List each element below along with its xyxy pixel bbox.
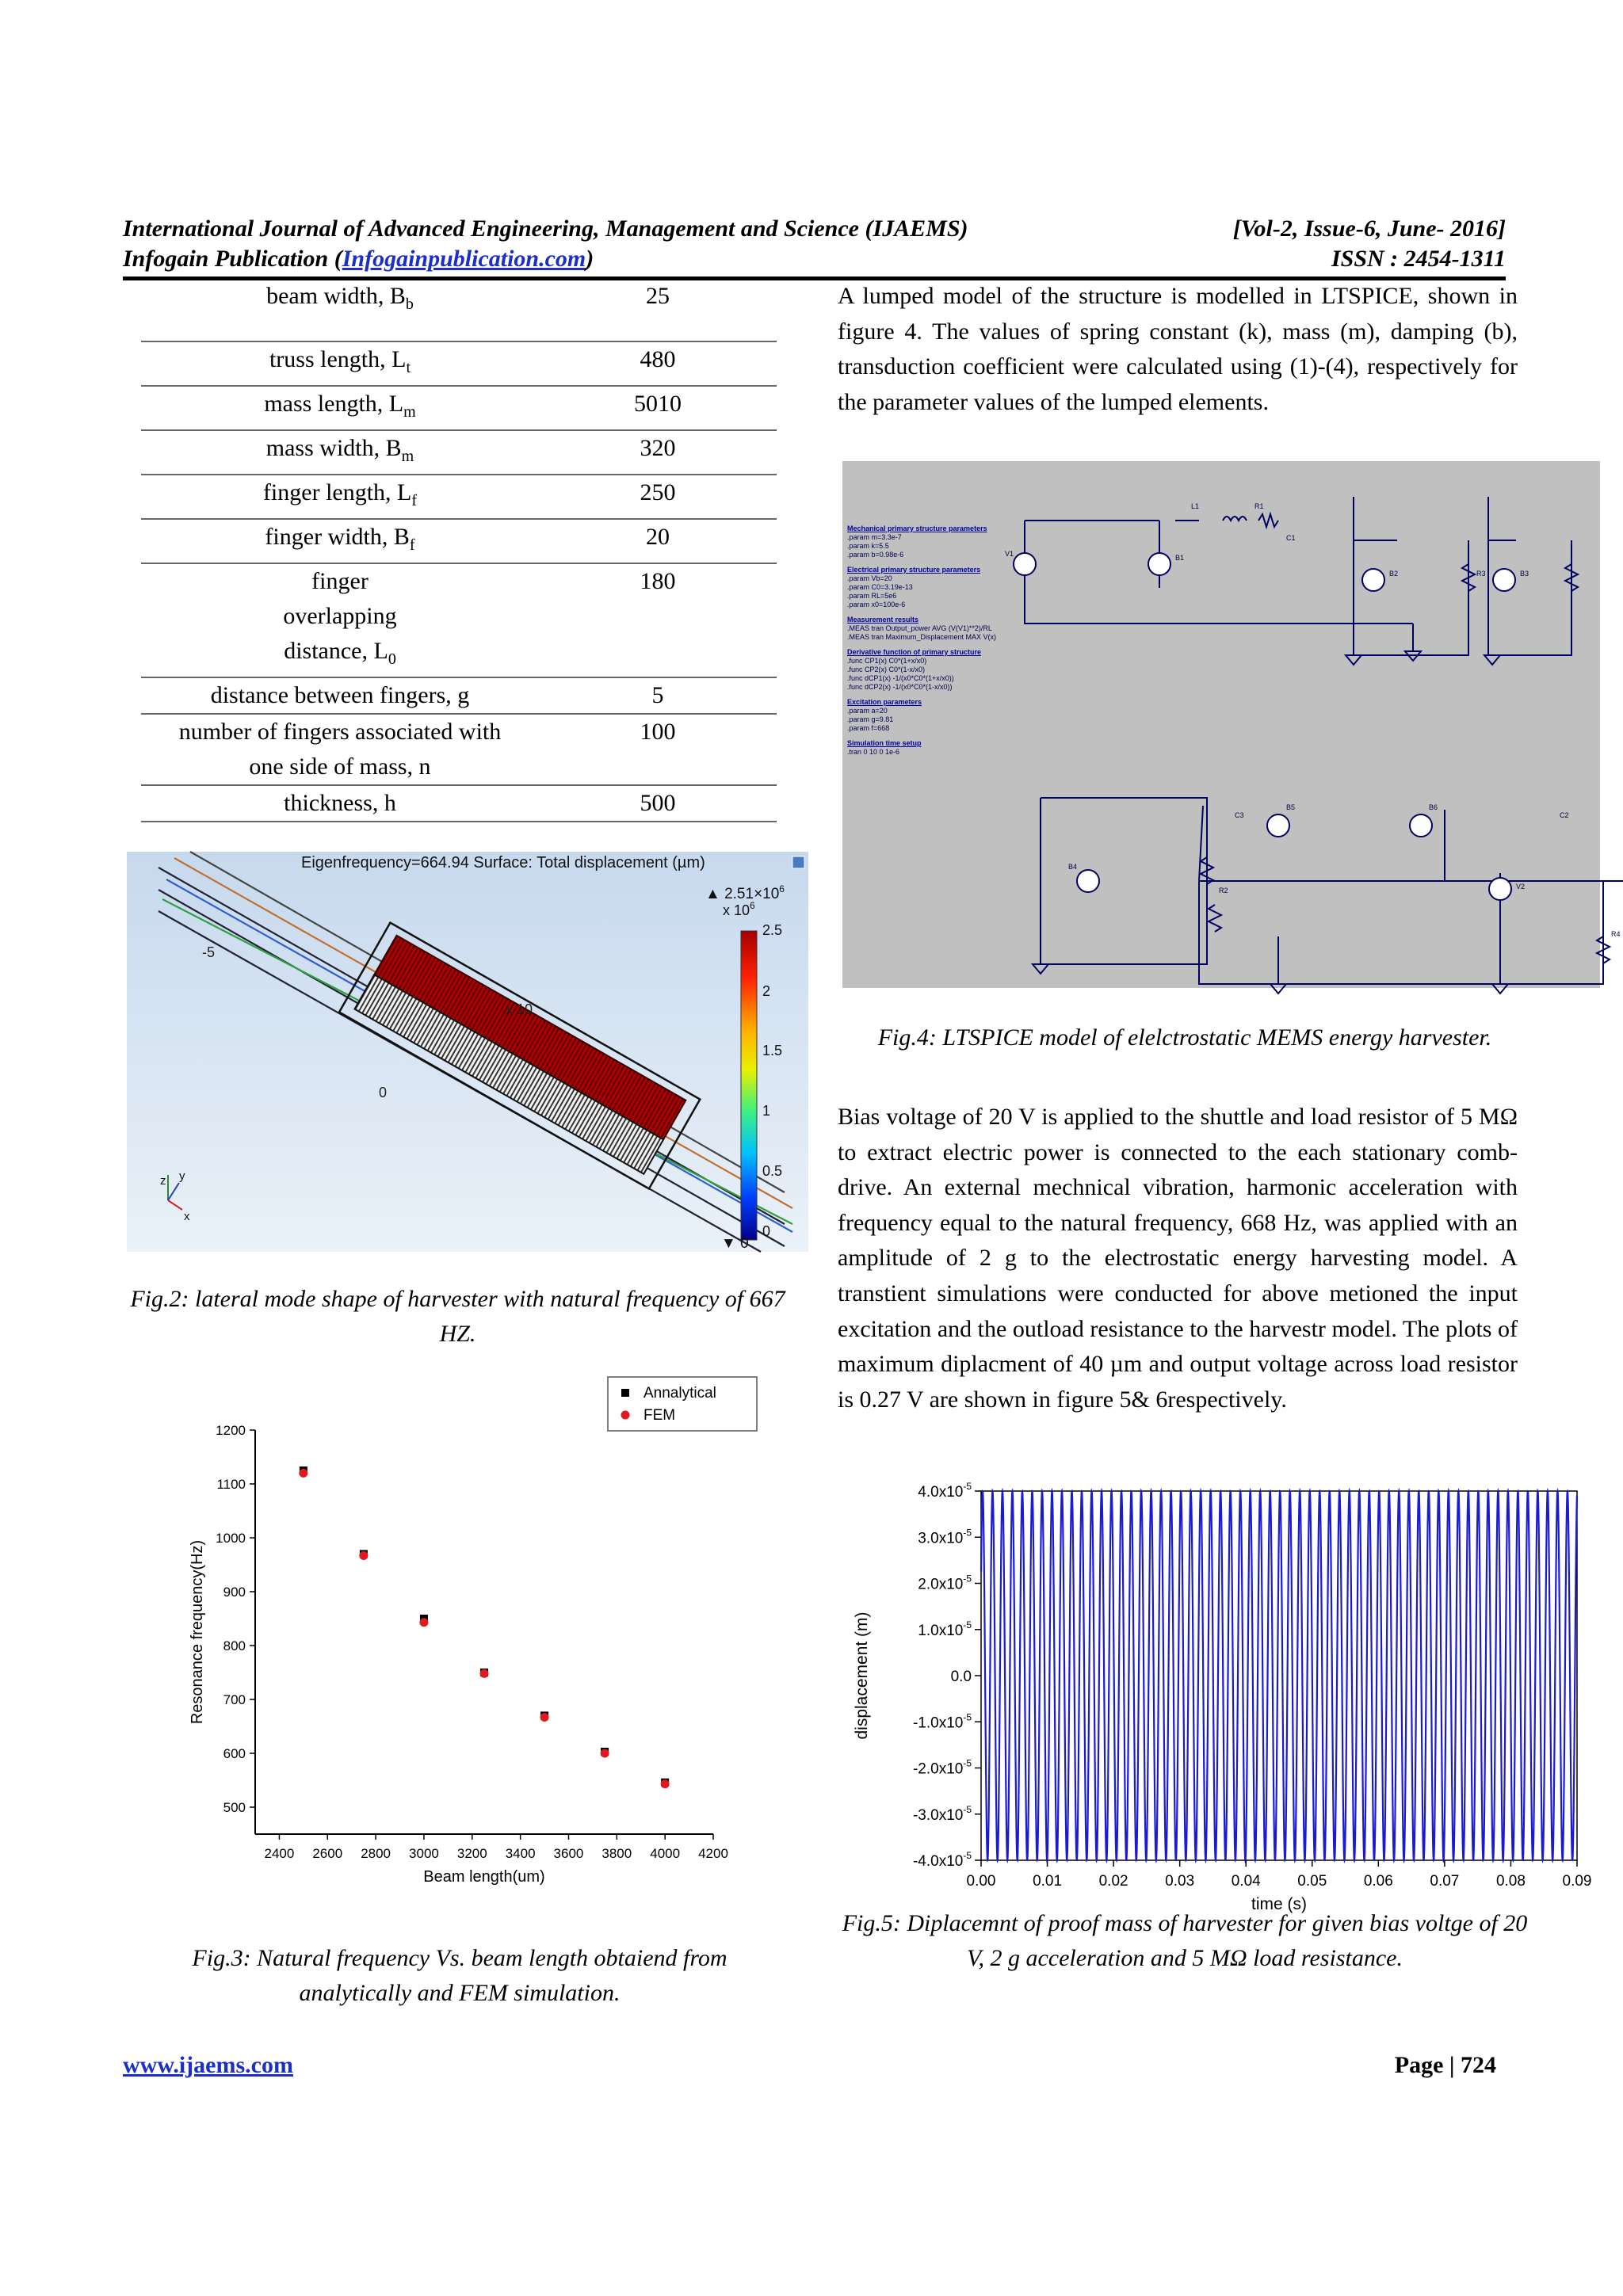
fig4-comp-r3: R3 — [1476, 570, 1486, 578]
fig4-directive-line: .param a=20 — [847, 707, 888, 715]
fig2-min-label: ▼ 0 — [721, 1235, 749, 1252]
parameter-row — [141, 563, 777, 677]
fig2-max-label: ▲ $2.51\times 10^6$ — [705, 883, 785, 902]
fig5-y-label: displacement (m) — [853, 1611, 871, 1740]
parameter-label: finger overlapping distance, L — [283, 568, 397, 664]
fig5-x-tick-label: 0.01 — [1033, 1873, 1063, 1890]
fig2-tick-3: 1 — [762, 1103, 771, 1119]
fig4-directive-line: .tran 0 10 0 1e-6 — [847, 748, 900, 756]
parameter-row — [141, 475, 777, 519]
fig5-y-tick-mantissa: 2.0x10 — [918, 1576, 964, 1593]
parameter-value: 250 — [539, 475, 777, 519]
fig3-legend-label: Annalytical — [643, 1385, 716, 1402]
fig3-legend-marker — [621, 1389, 629, 1397]
fig4-section-title: Measurement results — [847, 616, 919, 624]
parameter-label: finger width, B — [265, 524, 410, 550]
fig4-directive-line: .param f=668 — [847, 724, 890, 732]
parameter-row — [141, 386, 777, 430]
fig2-tick-5: 0 — [762, 1223, 771, 1239]
parameter-subscript: f — [411, 492, 418, 509]
fig3-y-tick-label: 800 — [223, 1638, 246, 1653]
parameter-row — [141, 714, 777, 785]
fig5-displacement-line — [981, 1491, 1577, 1860]
fig4-comp-b5: B5 — [1286, 803, 1296, 811]
fig5-caption: Fig.5: Diplacemnt of proof mass of harvester for given bias voltge of 20 V, 2 g acceleration and 5 MΩ load resistance. — [842, 1910, 1528, 1971]
b1-source — [1148, 553, 1170, 575]
fig5-y-tick-mantissa: -1.0x10 — [912, 1714, 964, 1732]
fig4-directive-line: .func dCP1(x) -1/(x0*C0*(1+x/x0)) — [847, 674, 954, 682]
fig4-directive-line: .param m=3.3e-7 — [847, 533, 902, 541]
parameter-row — [141, 785, 777, 822]
parameter-name — [141, 279, 539, 341]
fig4-circuit — [842, 461, 1621, 988]
fig5-y-tick-label — [918, 1619, 972, 1639]
fig4-directive-line: .param k=5.5 — [847, 542, 889, 550]
fig2-axis-y: y — [179, 1169, 185, 1183]
fig4-section-title: Simulation time setup — [847, 739, 922, 747]
parameter-name — [141, 475, 539, 519]
fig4-directive-line: .param x0=100e-6 — [847, 601, 906, 608]
parameter-subscript: f — [409, 536, 415, 554]
parameter-value: 180 — [539, 563, 777, 677]
fig2-tick-0: 2.5 — [762, 922, 783, 938]
parameter-subscript: t — [406, 359, 411, 376]
fig5-y-tick-label — [918, 1527, 972, 1547]
publisher-link[interactable]: Infogainpublication.com — [342, 246, 586, 272]
fig5-x-label: time (s) — [1251, 1895, 1307, 1913]
fig3-y-tick-label: 1000 — [216, 1531, 246, 1546]
fig5-y-tick-label — [913, 1850, 972, 1870]
fig3-legend-label: FEM — [643, 1407, 676, 1424]
parameter-label: truss length, L — [269, 346, 407, 372]
fig2-mode-shape — [127, 852, 808, 1252]
publisher-line — [123, 244, 594, 274]
fig2-title: Eigenfrequency=664.94 Surface: Total displacement (µm) — [301, 854, 705, 871]
fig5-y-tick-mantissa: 0.0 — [950, 1669, 972, 1685]
fig3-x-tick-label: 4200 — [698, 1846, 728, 1861]
fig2-axis-x: x — [184, 1210, 190, 1223]
publisher-suffix: ) — [586, 246, 594, 272]
fig5-chart — [840, 1474, 1601, 1917]
fig5-y-tick-label — [913, 1804, 972, 1824]
fig5-y-tick-exponent: -5 — [963, 1803, 972, 1815]
b3-source — [1493, 569, 1515, 591]
parameter-name — [141, 519, 539, 563]
fig3-x-tick-label: 3400 — [505, 1846, 536, 1861]
fig3-y-tick-label: 1100 — [216, 1477, 246, 1492]
parameter-row — [141, 341, 777, 386]
fig5-y-tick-exponent: -5 — [963, 1711, 972, 1723]
v2-source — [1489, 878, 1511, 900]
fig3-y-label: Resonance frequency(Hz) — [189, 1539, 206, 1725]
fig5-x-tick-label: 0.02 — [1098, 1873, 1128, 1890]
fig4-component-labels — [1005, 502, 1621, 938]
fig4-directive-line: .MEAS tran Output_power AVG (V(V1)**2)/RL — [847, 624, 992, 632]
fig3-x-tick-label: 3200 — [456, 1846, 487, 1861]
fig4-section-title: Mechanical primary structure parameters — [847, 524, 987, 532]
r-load-mid — [1209, 905, 1221, 932]
fig4-directive-line: .func CP1(x) C0*(1+x/x0) — [847, 657, 927, 665]
fig4-caption: Fig.4: LTSPICE model of elelctrostatic MEMS energy harvester. — [877, 1024, 1492, 1051]
fig3-point-fem — [540, 1713, 549, 1722]
parameter-name — [141, 430, 539, 475]
fig3-point-fem — [601, 1749, 609, 1758]
fig4-comp-v2: V2 — [1516, 883, 1526, 891]
parameter-subscript: 0 — [388, 650, 396, 668]
fig2-tick-1: 2 — [762, 983, 771, 999]
fig4-comp-r4: R4 — [1611, 930, 1621, 938]
fig3-x-tick-label: 2800 — [361, 1846, 391, 1861]
parameter-name — [141, 714, 539, 785]
fig5-x-tick-label: 0.04 — [1231, 1873, 1261, 1890]
fig3-y-tick-label: 500 — [223, 1800, 246, 1815]
fig4-directive-line: .func dCP2(x) -1/(x0*C0*(1-x/x0)) — [847, 683, 953, 691]
parameter-value: 500 — [539, 785, 777, 822]
parameter-label: thickness, h — [284, 790, 396, 816]
parameter-name — [141, 677, 539, 714]
fig2-model-label-1: x 10 — [506, 1001, 533, 1017]
parameter-label: finger length, L — [262, 479, 412, 505]
fig3-x-tick-label: 4000 — [650, 1846, 681, 1861]
fig4-comp-b6: B6 — [1429, 803, 1438, 811]
parameter-row — [141, 677, 777, 714]
fig2-scale-label: x $10^6$ — [723, 900, 755, 918]
fig3-point-fem — [661, 1779, 670, 1788]
b6-source — [1410, 814, 1432, 837]
fig3-point-fem — [480, 1669, 489, 1678]
fig5-y-tick-exponent: -5 — [963, 1850, 972, 1861]
fig2-axis-z: z — [160, 1174, 166, 1188]
fig3-legend — [608, 1377, 757, 1431]
parameter-label: beam width, B — [266, 283, 406, 309]
fig4-section-title: Electrical primary structure parameters — [847, 566, 981, 574]
fig5-y-tick-mantissa: -3.0x10 — [912, 1806, 964, 1824]
fig5-x-tick-label: 0.05 — [1297, 1873, 1327, 1890]
r1-resistor — [1258, 514, 1278, 527]
volume-info: [Vol-2, Issue-6, June- 2016] — [1232, 215, 1506, 242]
fig3-x-tick-label: 3800 — [601, 1846, 632, 1861]
fig4-ltspice-schematic — [842, 461, 1621, 988]
fig4-comp-b1: B1 — [1175, 554, 1185, 562]
b5-source — [1267, 814, 1289, 837]
fig5-y-tick-label — [918, 1481, 972, 1501]
parameter-row — [141, 519, 777, 563]
parameter-subscript: m — [403, 403, 416, 421]
parameter-value: 25 — [539, 279, 777, 341]
fig4-directive-line: .param C0=3.19e-13 — [847, 583, 913, 591]
fig5-x-tick-label: 0.00 — [966, 1873, 996, 1890]
fig5-x-tick-label: 0.07 — [1430, 1873, 1460, 1890]
fig4-section-title: Derivative function of primary structure — [847, 648, 982, 656]
parameter-value: 100 — [539, 714, 777, 785]
fig5-x-tick-label: 0.09 — [1562, 1873, 1592, 1890]
footer-url[interactable]: www.ijaems.com — [123, 2052, 293, 2078]
parameter-row — [141, 430, 777, 475]
fig4-comp-c2: C2 — [1560, 811, 1569, 819]
fig5-y-tick-exponent: -5 — [963, 1481, 972, 1492]
fig3-x-tick-label: 3000 — [409, 1846, 439, 1861]
fig3-legend-marker — [621, 1411, 630, 1420]
parameter-name — [141, 341, 539, 386]
fig2-tick-4: 0.5 — [762, 1163, 783, 1179]
fig5-y-tick-label — [913, 1758, 972, 1778]
parameter-label: number of fingers associated with one side of mass, n — [178, 719, 502, 780]
fig2-toolbar-icon — [792, 856, 804, 868]
fig5-y-tick-exponent: -5 — [963, 1573, 972, 1585]
fig3-caption: Fig.3: Natural frequency Vs. beam length obtaiend from analytically and FEM simulation. — [192, 1945, 727, 2006]
v1-source — [1014, 553, 1036, 575]
issn: ISSN : 2454-1311 — [1331, 246, 1506, 272]
fig5-y-tick-mantissa: -2.0x10 — [912, 1760, 964, 1778]
fig4-directive-line: .param RL=5e6 — [847, 592, 897, 600]
fig5-y-tick-mantissa: 1.0x10 — [918, 1622, 964, 1639]
fig5-y-tick-exponent: -5 — [963, 1757, 972, 1769]
fig4-comp-v1: V1 — [1005, 550, 1014, 558]
parameter-value: 320 — [539, 430, 777, 475]
footer-page-number: Page | 724 — [1394, 2052, 1496, 2078]
journal-title: International Journal of Advanced Engineering, Management and Science (IJAEMS) — [123, 215, 968, 242]
b4-source — [1077, 870, 1099, 892]
parameter-row — [141, 279, 777, 341]
parameter-value: 20 — [539, 519, 777, 563]
fig5-y-tick-label — [913, 1711, 972, 1731]
fig4-comp-c1: C1 — [1286, 534, 1296, 542]
fig5-y-tick-exponent: -5 — [963, 1527, 972, 1539]
fig5-y-tick-mantissa: 4.0x10 — [918, 1484, 964, 1501]
fig4-directive-line: .func CP2(x) C0*(1-x/x0) — [847, 666, 926, 673]
parameter-label: mass length, L — [264, 391, 404, 417]
fig2-model-label-0: -5 — [202, 944, 216, 960]
fig5-y-tick-label — [951, 1669, 972, 1685]
fig4-comp-l1: L1 — [1191, 502, 1200, 510]
fig3-x-label: Beam length(um) — [423, 1868, 545, 1886]
fig2-svg — [127, 852, 808, 1252]
parameter-name — [141, 386, 539, 430]
fig4-directive-line: .MEAS tran Maximum_Displacement MAX V(x) — [847, 633, 997, 641]
parameter-table — [141, 279, 777, 822]
parameter-value: 480 — [539, 341, 777, 386]
fig4-comp-b4: B4 — [1068, 863, 1078, 871]
fig5-y-tick-label — [918, 1573, 972, 1593]
parameter-name — [141, 563, 539, 677]
fig4-comp-r2: R2 — [1219, 887, 1228, 894]
fig2-caption: Fig.2: lateral mode shape of harvester with natural frequency of 667 HZ. — [130, 1286, 785, 1347]
fig4-comp-b3: B3 — [1520, 570, 1529, 578]
parameter-value: 5010 — [539, 386, 777, 430]
fig2-model-label-2: 0 — [379, 1085, 388, 1100]
fig3-x-tick-label: 2600 — [312, 1846, 343, 1861]
b2-source — [1362, 569, 1384, 591]
fig5-x-tick-label: 0.03 — [1165, 1873, 1195, 1890]
l1-inductor — [1223, 517, 1247, 521]
fig3-chart — [158, 1371, 792, 1901]
fig4-section-title: Excitation parameters — [847, 698, 922, 706]
fig5-x-tick-label: 0.08 — [1495, 1873, 1526, 1890]
parameter-label: distance between fingers, g — [210, 682, 470, 708]
right-paragraph-2: Bias voltage of 20 V is applied to the shuttle and load resistor of 5 MΩ to extract electric power is connected to the each stationary comb-drive. An external mechnical vibration, harmonic acceleration with frequency equal to the natural frequency, 668 Hz, was applied with an amplitude of 2 g to the electrostatic energy harvesting model. A transtient simulations were conducted for above metioned the input excitation and the outload resistance to the harvestr model. The plots of maximum diplacment of 40 µm and output voltage across load resistor is 0.27 V are shown in figure 5& 6respectively. — [838, 1104, 1518, 1413]
fig3-y-tick-label: 1200 — [216, 1423, 246, 1438]
fig3-y-tick-label: 900 — [223, 1585, 246, 1600]
fig5-y-tick-mantissa: -4.0x10 — [912, 1853, 964, 1870]
fig2-tick-2: 1.5 — [762, 1043, 783, 1058]
fig3-x-tick-label: 3600 — [553, 1846, 584, 1861]
fig3-x-tick-label: 2400 — [264, 1846, 295, 1861]
fig3-y-tick-label: 700 — [223, 1692, 246, 1707]
fig4-comp-c3: C3 — [1235, 811, 1244, 819]
fig4-directive-line: .param b=0.98e-6 — [847, 551, 904, 559]
parameter-subscript: b — [405, 296, 414, 313]
fig3-point-fem — [299, 1469, 307, 1478]
fig4-comp-r1: R1 — [1254, 502, 1264, 510]
fig3-point-fem — [419, 1618, 428, 1627]
fig5-y-tick-exponent: -5 — [963, 1619, 972, 1630]
fig3-y-tick-label: 600 — [223, 1746, 246, 1761]
parameter-label: mass width, B — [265, 435, 402, 461]
right-paragraph-1: A lumped model of the structure is modelled in LTSPICE, shown in figure 4. The values of spring constant (k), mass (m), damping (b), transduction coefficient were calculated using (1)-(4), respectively for the parameter values of the lumped elements. — [838, 283, 1518, 415]
fig4-directive-line: .param Vb=20 — [847, 574, 892, 582]
fig3-point-fem — [359, 1551, 368, 1560]
fig4-comp-b2: B2 — [1389, 570, 1399, 578]
parameter-name — [141, 785, 539, 822]
parameter-subscript: m — [401, 448, 414, 465]
publisher-prefix: Infogain Publication ( — [123, 246, 342, 272]
fig4-directive-line: .param g=9.81 — [847, 715, 894, 723]
fig5-y-tick-mantissa: 3.0x10 — [918, 1530, 964, 1547]
parameter-value: 5 — [539, 677, 777, 714]
fig5-x-tick-label: 0.06 — [1363, 1873, 1393, 1890]
